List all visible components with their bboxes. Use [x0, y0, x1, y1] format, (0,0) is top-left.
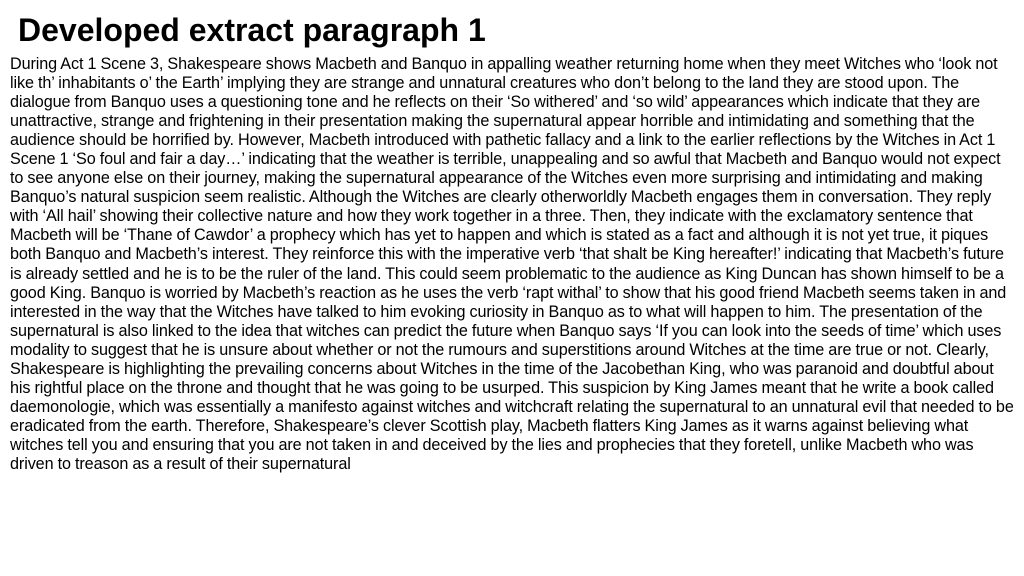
- body-paragraph: During Act 1 Scene 3, Shakespeare shows Macbeth and Banquo in appalling weather returning home when they meet Witches who ‘look not like th’ inhabitants o’ the Earth’ implying they are strange and unnatural creatures who don’t belong to the land they are stood upon. The dialogue from Banquo uses a questioning tone and he reflects on their ‘So withered’ and ‘so wild’ appearances which indicate that they are unattractive, strange and frightening in their presentation making the supernatural appear horrible and intimidating and something that the audience should be horrified by. However, Macbeth introduced with pathetic fallacy and a link to the earlier reflections by the Witches in Act 1 Scene 1 ‘So foul and fair a day…’ indicating that the weather is terrible, unappealing and so awful that Macbeth and Banquo would not expect to see anyone else on their journey, making the supernatural appearance of the Witches even more surprising and intimidating and making Banquo’s natural suspicion seem realistic. Although the Witches are clearly otherworldly Macbeth engages them in conversation. They reply with ‘All hail’ showing their collective nature and how they work together in a three. Then, they indicate with the exclamatory sentence that Macbeth will be ‘Thane of Cawdor’ a prophecy which has yet to happen and which is stated as a fact and although it is not yet true, it piques both Banquo and Macbeth’s interest. They reinforce this with the imperative verb ‘that shalt be King hereafter!’ indicating that Macbeth’s future is already settled and he is to be the ruler of the land. This could seem problematic to the audience as King Duncan has shown himself to be a good King. Banquo is worried by Macbeth’s reaction as he uses the verb ‘rapt withal’ to show that his good friend Macbeth seems taken in and interested in the way that the Witches have talked to him evoking curiosity in Banquo as to what will happen to him. The presentation of the supernatural is also linked to the idea that witches can predict the future when Banquo says ‘If you can look into the seeds of time’ which uses modality to suggest that he is unsure about whether or not the rumours and superstitions around Witches at the time are true or not. Clearly, Shakespeare is highlighting the prevailing concerns about Witches in the time of the Jacobethan King, who was paranoid and doubtful about his rightful place on the throne and thought that he was going to be usurped. This suspicion by King James meant that he write a book called daemonologie, which was essentially a manifesto against witches and witchcraft relating the supernatural to an unnatural evil that needed to be eradicated from the earth. Therefore, Shakespeare’s clever Scottish play, Macbeth flatters King James as it warns against believing what witches tell you and ensuring that you are not taken in and deceived by the lies and prophecies that they foretell, unlike Macbeth who was driven to treason as a result of their supernatural: [10, 55, 1014, 473]
- slide-title: Developed extract paragraph 1: [18, 12, 486, 48]
